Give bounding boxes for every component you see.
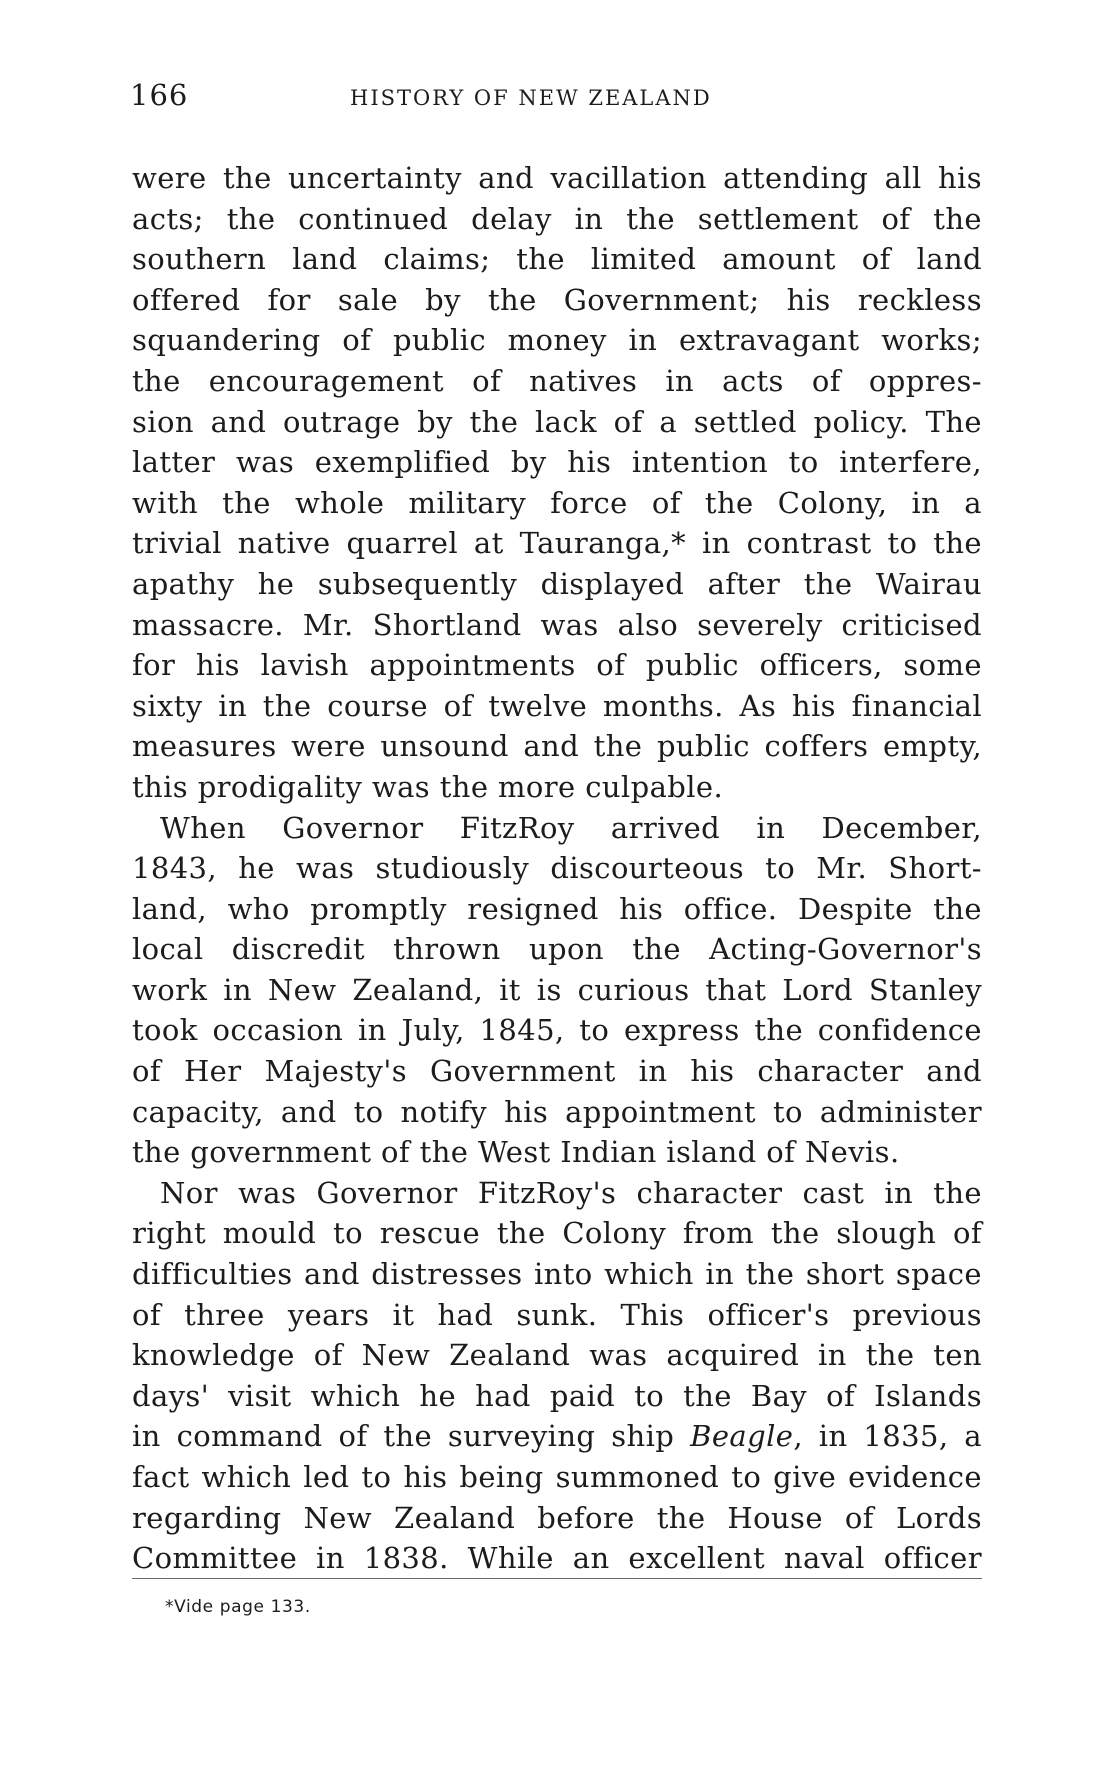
text-line: latter was exemplified by his intention to interfere, [132, 445, 982, 480]
text-line: right mould to rescue the Colony from the slough of [132, 1216, 982, 1251]
text-line: squandering of public money in extravagant works; [132, 323, 982, 358]
text-line-with-italic [132, 1416, 982, 1457]
footnote-divider [132, 1578, 982, 1579]
footnote: *Vide page 133. [165, 1597, 311, 1617]
text-line: local discredit thrown upon the Acting-Governor's [132, 932, 982, 967]
text-line: days' visit which he had paid to the Bay of Islands [132, 1378, 982, 1413]
text-line: of Her Majesty's Government in his character and [132, 1054, 982, 1089]
text-line: work in New Zealand, it is curious that Lord Stanley [132, 972, 982, 1007]
text-line: took occasion in July, 1845, to express the confidence [132, 1013, 982, 1048]
text-line: offered for sale by the Government; his reckless [132, 282, 982, 317]
paragraph-end-line: this prodigality was the more culpable. [132, 769, 724, 804]
text-line: trivial native quarrel at Tauranga,* in contrast to the [132, 526, 982, 561]
text-line: fact which led to his being summoned to give evidence [132, 1460, 982, 1494]
running-title: HISTORY OF NEW ZEALAND [350, 86, 712, 110]
text-line: with the whole military force of the Colony, in a [132, 485, 982, 520]
text-line: regarding New Zealand before the House of Lords [132, 1500, 982, 1535]
running-head [130, 78, 978, 118]
text-line: capacity, and to notify his appointment to administer [132, 1094, 982, 1129]
text-line: measures were unsound and the public coffers empty, [132, 729, 982, 764]
paragraph-end-line: the government of the West Indian island of Nevis. [132, 1135, 900, 1170]
text-line: apathy he subsequently displayed after the Wairau [132, 566, 982, 601]
text-line: acts; the continued delay in the settlement of the [132, 201, 982, 236]
paragraph-start-line: Nor was Governor FitzRoy's character cast in the [160, 1175, 982, 1210]
text-line: the encouragement of natives in acts of oppres- [132, 363, 982, 398]
text-line: were the uncertainty and vacillation attending all his [132, 161, 982, 195]
text-line: southern land claims; the limited amount of land [132, 242, 982, 277]
text-segment: , in 1835, a [793, 1419, 982, 1454]
ship-name-italic: Beagle [690, 1419, 794, 1454]
text-line: Committee in 1838. While an excellent naval officer [132, 1541, 982, 1576]
page-number: 166 [130, 78, 189, 112]
text-line: massacre. Mr. Shortland was also severely criticised [132, 607, 982, 642]
text-line: knowledge of New Zealand was acquired in the ten [132, 1338, 982, 1373]
text-line: for his lavish appointments of public officers, some [132, 648, 982, 683]
text-line: sion and outrage by the lack of a settled policy. The [132, 404, 982, 439]
text-segment: in command of the surveying ship [132, 1419, 691, 1454]
text-line: land, who promptly resigned his office. Despite the [132, 891, 982, 926]
paragraph-start-line: When Governor FitzRoy arrived in December, [160, 810, 982, 845]
text-line: of three years it had sunk. This officer's previous [132, 1297, 982, 1332]
text-line: difficulties and distresses into which in the short space [132, 1257, 982, 1292]
body-text [132, 158, 982, 1579]
text-line: 1843, he was studiously discourteous to Mr. Short- [132, 851, 982, 886]
text-line: sixty in the course of twelve months. As his financial [132, 688, 982, 723]
